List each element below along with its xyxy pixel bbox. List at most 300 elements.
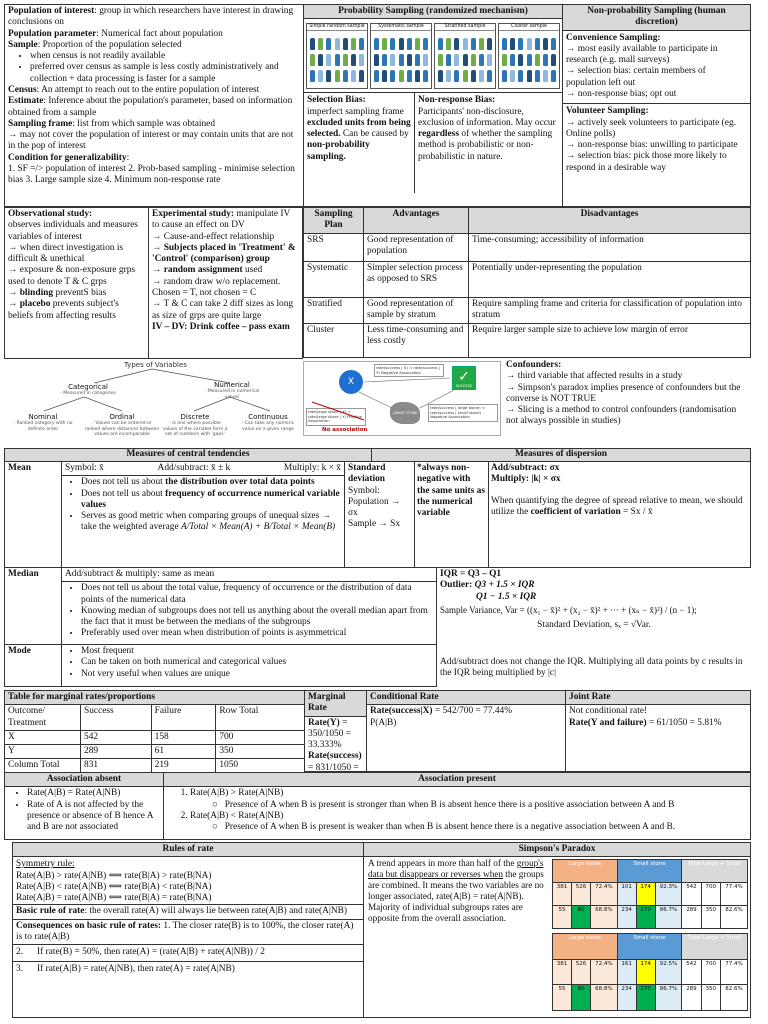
- text: Presence of A when B is present is weaker than when B is absent hence there is a negative association between A and B.: [224, 822, 676, 833]
- cell: 700: [701, 959, 720, 985]
- text: Rate(A|B) < Rate(A|NB): [190, 810, 284, 821]
- text: = 350/1050 = 33.333%: [308, 717, 352, 751]
- nominal-label: Nominal: [28, 413, 58, 421]
- person-icon: [535, 70, 540, 82]
- person-icon: [543, 38, 548, 50]
- text: Rate(success|X): [370, 706, 433, 717]
- text: →: [152, 242, 164, 253]
- text: non-probability sampling.: [307, 140, 370, 162]
- person-icon: [518, 54, 523, 66]
- person-icon: [438, 70, 443, 82]
- marginal-rate-box: [305, 690, 367, 772]
- bullet: • Can be taken on both numerical and categorical values: [81, 657, 433, 668]
- text: P(A|B): [370, 717, 397, 728]
- text: → Cause-and-effect relationship: [152, 231, 275, 242]
- group-header: Total Large + Small: [682, 860, 748, 883]
- cell: 381: [553, 959, 572, 985]
- person-icon: [359, 70, 364, 82]
- iqr-note: [437, 656, 751, 686]
- sampling-panel: [306, 23, 368, 89]
- cell: 101: [617, 883, 636, 906]
- simpson-text: [368, 858, 550, 924]
- person-icon: [502, 38, 507, 50]
- cell: 270: [636, 906, 655, 929]
- table-row: [5, 730, 305, 744]
- mode-cell: [61, 645, 437, 687]
- term: Standard deviation: [348, 463, 386, 485]
- sampling-panel: [370, 23, 432, 89]
- text: IV – DV: Drink coffee – pass exam: [152, 321, 290, 332]
- sub-item: ○ Presence of A when B is present is weaker than when B is absent hence there is a negative association between A and B.: [212, 822, 676, 833]
- cell: 350: [216, 745, 305, 759]
- term: Confounders:: [506, 360, 562, 370]
- iqr-cell: [437, 568, 751, 645]
- assoc-box-2: rate(large stone | X) = rate(large stone | Y) Positive Association: [306, 408, 366, 426]
- text: → actively seek volunteers to participate (eg. Online polls): [566, 117, 736, 139]
- observational-study: [4, 207, 148, 359]
- table-row: [5, 745, 305, 759]
- cell: 86.7%: [655, 985, 682, 1011]
- text: preventS bias: [53, 287, 107, 298]
- person-icon: [463, 70, 468, 82]
- text: → Slicing is a method to control confounders (randomisation not always possible in studies): [506, 405, 737, 427]
- variance-formula: Sample Variance, Var = ((x₁ − x̄)² + (x₂ − x̄)² + ··· + (xₙ − x̄)²) / (n − 1);: [440, 604, 697, 615]
- section-header: Association present: [164, 773, 750, 787]
- text: Does not tell us about: [81, 488, 166, 499]
- cell: Potentially under-representing the population: [469, 261, 751, 297]
- sampling-panel: [498, 23, 560, 89]
- table-title: Table for marginal rates/proportions: [5, 691, 305, 705]
- person-icon: [535, 54, 540, 66]
- term: Estimate: [8, 96, 44, 107]
- person-icon: [326, 38, 331, 50]
- mean-symbol: Symbol: x̄: [65, 463, 104, 473]
- categorical-label: Categorical: [68, 383, 108, 391]
- types-of-variables-diagram: [4, 361, 300, 436]
- cell: 526: [572, 883, 591, 906]
- person-icon: [438, 54, 443, 66]
- cell: Systematic: [304, 261, 364, 297]
- person-icon: [527, 38, 532, 50]
- bullet: [81, 489, 341, 512]
- association-present: [163, 772, 751, 840]
- person-icon: [382, 54, 387, 66]
- text: → selection bias: certain members of population left out: [566, 66, 706, 88]
- sub-item: ○ Presence of A when B is present is stronger than when B is absent hence there is a positive association between A and B: [212, 799, 675, 810]
- group-header: Large stone: [553, 860, 618, 883]
- text: group's data but disappears or reverses when: [368, 858, 544, 880]
- continuous-label: Continuous: [248, 413, 288, 421]
- median-cell: [61, 568, 437, 645]
- text: excluded units from being selected.: [307, 117, 411, 140]
- person-icon: [487, 70, 492, 82]
- text: Symbol:: [348, 485, 380, 496]
- person-icon: [423, 38, 428, 50]
- person-icon: [502, 70, 507, 82]
- person-icon: [415, 54, 420, 66]
- person-icon: [471, 38, 476, 50]
- cell: Cluster: [304, 323, 364, 357]
- cell: 61: [151, 745, 216, 759]
- person-icon: [310, 70, 315, 82]
- text: Add/subtract does not change the IQR. Multiplying all data points by c results in the IQR being multiplied by |c|: [440, 657, 743, 679]
- text: Does not tell us about: [81, 477, 166, 488]
- text: of whether the sampling method is probabilistic or non-probabilistic in nature.: [418, 129, 553, 162]
- text: the groups are combined. It means the two variables are no longer associated, rate(A|B) = rate(A|NB). Majority of individual subgroups rates are opposite from the overall association.: [368, 869, 544, 924]
- ordinal-desc: - Values can be ordered or ranked where distances between values are incomparable: [84, 421, 160, 438]
- cell: Column Total: [5, 759, 81, 773]
- cell: SRS: [304, 233, 364, 261]
- table-row: [304, 233, 751, 261]
- text: Add/subtract: σx: [491, 463, 560, 473]
- cell: 234: [617, 985, 636, 1011]
- text: →: [152, 265, 164, 276]
- person-icon: [543, 54, 548, 66]
- row-label: Mode: [8, 646, 31, 656]
- person-icon: [310, 38, 315, 50]
- text: Rate(A|B) < rate(A|NB) ⟺ rate(B|A) < rate(B|NA): [16, 881, 212, 892]
- col-header: Failure: [151, 705, 216, 731]
- std-dev-cell: [345, 462, 415, 568]
- person-icon: [382, 70, 387, 82]
- group-header: Small stone: [617, 934, 682, 960]
- experimental-study: [148, 207, 303, 359]
- cell: 526: [572, 959, 591, 985]
- person-icon: [518, 38, 523, 50]
- sampling-plan-table: [303, 207, 751, 359]
- person-icon: [471, 54, 476, 66]
- number: 3.: [16, 963, 24, 974]
- person-icon: [343, 54, 348, 66]
- cell: Require sampling frame and criteria for classification of population into stratum: [469, 297, 751, 323]
- cell: Less time-consuming and less costly: [364, 323, 469, 357]
- person-icon: [351, 54, 356, 66]
- col-header: Disadvantages: [469, 208, 751, 234]
- condition-list: 1. SF =/> population of interest 2. Prob-based sampling - minimise selection bias 3. Large sample size 4. Minimum non-response rate: [8, 163, 295, 186]
- association-diagram: [303, 361, 501, 436]
- cell: 542: [682, 883, 701, 906]
- person-icon: [446, 38, 451, 50]
- person-icon: [502, 54, 507, 66]
- person-icon: [359, 38, 364, 50]
- section-header: Simpson's Paradox: [364, 843, 750, 857]
- section-header: Rules of rate: [13, 843, 363, 857]
- cell: 350: [701, 985, 720, 1011]
- person-icon: [454, 54, 459, 66]
- table-row: [553, 959, 748, 985]
- panel-label: Stratified sample: [435, 24, 495, 31]
- person-icon: [518, 70, 523, 82]
- text: → exposure & non-exposure grps used to denote T & C grps: [8, 265, 136, 287]
- col-header: Marginal Rate: [305, 691, 366, 717]
- cell: 270: [636, 985, 655, 1011]
- text: prevents subject's beliefs from affecting results: [8, 299, 119, 321]
- list-item: [190, 788, 747, 811]
- cell: Simpler selection process as opposed to SRS: [364, 261, 469, 297]
- cell: 80: [572, 906, 591, 929]
- person-icon: [382, 38, 387, 50]
- formula: = Sx / x̄: [620, 506, 653, 517]
- mean-add: Add/subtract: x̄ ± k: [157, 463, 231, 473]
- formula: A/Total × Mean(A) + B/Total × Mean(B): [180, 522, 336, 533]
- cell: 55: [553, 985, 572, 1011]
- person-icon: [318, 38, 323, 50]
- person-icon: [351, 70, 356, 82]
- text: Rate(A|B) > Rate(A|NB): [190, 788, 284, 799]
- cell: 174: [636, 959, 655, 985]
- definition: : list from which sample was obtained: [72, 118, 216, 129]
- bullet: • Knowing median of subgroups does not tell us anything about the overall median apart from the fact that it must be between the medians of the subgroups: [81, 606, 433, 629]
- person-icon: [487, 38, 492, 50]
- cell: 68.8%: [591, 906, 618, 929]
- term: Selection Bias:: [307, 95, 366, 106]
- no-association-label: No association: [322, 427, 368, 433]
- table-row: [304, 297, 751, 323]
- text: If rate(B) = 50%, then rate(A) = (rate(A|B) + rate(A|NB)) / 2: [37, 947, 265, 958]
- table-row: [553, 985, 748, 1011]
- text: frequency of occurrence numerical variable values: [81, 488, 340, 510]
- cell: Time-consuming; accessibility of information: [469, 233, 751, 261]
- col-header: Row Total: [216, 705, 305, 731]
- section-header: Association absent: [5, 773, 163, 787]
- person-icon: [310, 54, 315, 66]
- text: Multiply: |k| × σx: [491, 474, 561, 485]
- row-label: Median: [8, 569, 39, 579]
- cell: 72.4%: [591, 883, 618, 906]
- assoc-box-3: rate(success | large stone) < rate(success | small stone) Negative Association: [428, 404, 498, 422]
- sampling-panel: [434, 23, 496, 89]
- cell: 234: [617, 906, 636, 929]
- text: = 831/1050 =: [308, 762, 359, 773]
- cell: 831: [81, 759, 152, 773]
- text: → third variable that affected results in a study: [506, 371, 683, 382]
- person-icon: [510, 38, 515, 50]
- non-response-bias: [415, 93, 562, 193]
- person-icon: [423, 70, 428, 82]
- person-icon: [415, 70, 420, 82]
- text: → non-response bias; opt out: [566, 88, 677, 99]
- cell: 700: [216, 730, 305, 744]
- text: → when direct investigation is difficult & unethical: [8, 242, 124, 265]
- text: → Simpson's paradox implies presence of confounders but the converse is NOT TRUE: [506, 382, 741, 404]
- list-item: [190, 811, 747, 834]
- term: Sampling frame: [8, 118, 73, 129]
- person-icon: [446, 70, 451, 82]
- section-header: Probability Sampling (randomized mechanism): [304, 5, 562, 19]
- bullet: [81, 511, 341, 534]
- person-icon: [479, 38, 484, 50]
- text: → most easily available to participate in research (e.g. mall surveys): [566, 43, 718, 66]
- bullet: [81, 477, 341, 488]
- continuous-desc: - Can take any numeric value on a given range: [241, 421, 295, 432]
- text: Population → σx: [348, 496, 401, 519]
- cell: 80: [572, 985, 591, 1011]
- discrete-label: Discrete: [180, 413, 210, 421]
- mode-label-cell: [4, 645, 62, 687]
- table-row: [553, 883, 748, 906]
- person-icon: [390, 38, 395, 50]
- cell: 542: [81, 730, 152, 744]
- person-icon: [407, 54, 412, 66]
- person-icon: [551, 54, 556, 66]
- person-icon: [463, 54, 468, 66]
- numerical-desc: - Measured in numerical values: [204, 389, 260, 400]
- table-row: [304, 261, 751, 297]
- rules-of-rate: [12, 842, 364, 1018]
- col-header: Conditional Rate: [367, 691, 565, 705]
- text: → random draw w/o replacement. Chosen = T, not chosen = C: [152, 276, 281, 298]
- person-icon: [390, 54, 395, 66]
- cell: 82.6%: [720, 985, 747, 1011]
- bullet: • Does not tell us about the total value, frequency of occurrence or the distribution of data points of the numerical data: [81, 583, 433, 606]
- non-negative-cell: [414, 462, 489, 568]
- person-icon: [374, 70, 379, 82]
- person-icon: [374, 54, 379, 66]
- person-icon: [479, 54, 484, 66]
- text: If rate(A|B) = rate(A|NB), then rate(A) = rate(A|NB): [37, 963, 235, 974]
- cell: 289: [682, 906, 701, 929]
- term: Census: [8, 84, 37, 95]
- selection-bias: [304, 93, 415, 193]
- success-label: SUCCESS: [455, 384, 473, 388]
- bullet: • Preferably used over mean when distribution of points is asymmetrical: [81, 628, 433, 639]
- text: : the overall rate(A) will always lie between rate(A|B) and rate(A|NB): [84, 906, 347, 917]
- stddev-formula: Standard Deviation, sₓ = √Var.: [537, 619, 651, 630]
- term: Consequences on basic rule of rates:: [16, 920, 162, 931]
- categorical-desc: - Measured in categories: [60, 391, 116, 397]
- cell: 92.3%: [655, 883, 682, 906]
- cell: X: [5, 730, 81, 744]
- person-icon: [535, 38, 540, 50]
- col-header: Joint Rate: [566, 691, 750, 705]
- text: Rate(Y and failure): [569, 717, 647, 728]
- person-icon: [351, 38, 356, 50]
- panel-label: Simple random sample: [307, 24, 367, 31]
- text: Add/subtract & multiply: same as mean: [62, 568, 436, 582]
- cell: Require larger sample size to achieve low margin of error: [469, 323, 751, 357]
- text: Not conditional rate!: [569, 706, 648, 717]
- term: Basic rule of rate: [16, 906, 85, 917]
- definition: :: [126, 152, 130, 163]
- person-icon: [318, 70, 323, 82]
- person-icon: [407, 38, 412, 50]
- person-icon: [510, 70, 515, 82]
- text: When quantifying the degree of spread relative to mean, we should utilize the: [491, 495, 743, 517]
- bullet: • when census is not readily available: [30, 51, 300, 62]
- person-icon: [335, 70, 340, 82]
- text: the distribution over total data points: [165, 477, 315, 488]
- text: blinding: [19, 287, 54, 298]
- group-header: Large stone: [553, 934, 618, 960]
- cell: 289: [81, 745, 152, 759]
- arrows: [304, 362, 502, 437]
- discrete-desc: - Is one where possible values of the variable form a set of numbers with 'gaps': [162, 421, 228, 438]
- cell: Good representation of sample by stratum: [364, 297, 469, 323]
- table-row: [304, 323, 751, 357]
- text: → non-response bias: unwilling to participate: [566, 140, 738, 151]
- person-icon: [335, 54, 340, 66]
- person-icon: [479, 70, 484, 82]
- association-absent: [4, 772, 164, 840]
- bullet: • Not very useful when values are unique: [81, 669, 433, 680]
- person-icon: [359, 54, 364, 66]
- col-header: Success: [81, 705, 152, 731]
- numerical-label: Numerical: [214, 381, 250, 389]
- term: Sample: [8, 39, 38, 50]
- nominal-desc: - Ranked category with no definite order: [13, 421, 73, 432]
- success-icon: ✓: [452, 366, 476, 390]
- cell: 542: [682, 959, 701, 985]
- stone-node: LARGE STONE: [390, 402, 420, 424]
- joint-rate-box: [566, 690, 751, 772]
- cell: 174: [636, 883, 655, 906]
- person-icon: [415, 38, 420, 50]
- cell: Stratified: [304, 297, 364, 323]
- text: →: [8, 287, 20, 298]
- term: Population of interest: [8, 6, 95, 16]
- person-icon: [326, 54, 331, 66]
- cell: 77.4%: [720, 883, 747, 906]
- row-label: Mean: [8, 463, 31, 473]
- term: Observational study:: [8, 209, 93, 219]
- person-icon: [399, 38, 404, 50]
- definition: : An attempt to reach out to the entire population of interest: [36, 84, 260, 95]
- term: Condition for generalizability: [8, 152, 127, 163]
- bullet: • preferred over census as sample is less costly administratively and collection + data processing is faster for a sample: [30, 62, 300, 85]
- simpson-table-1: [552, 859, 748, 929]
- text: observes individuals and measures variables of interest: [8, 220, 138, 242]
- group-header: Small stone: [617, 860, 682, 883]
- number: 2.: [16, 947, 24, 958]
- col-header: Sampling Plan: [304, 208, 364, 234]
- text: coefficient of variation: [530, 506, 621, 517]
- cell: 381: [553, 883, 572, 906]
- person-icon: [446, 54, 451, 66]
- person-icon: [399, 70, 404, 82]
- text: Subjects placed in 'Treatment' & 'Control' (comparison) group: [152, 242, 296, 265]
- text: → selection bias: pick those more likely to respond in a desirable way: [566, 151, 727, 173]
- person-icon: [543, 70, 548, 82]
- cell: 77.4%: [720, 959, 747, 985]
- text: regardless: [418, 129, 459, 140]
- text: → T & C can take 2 diff sizes as long as size of grps are quite large: [152, 299, 294, 321]
- term: Experimental study:: [152, 209, 235, 219]
- person-icon: [454, 70, 459, 82]
- person-icon: [318, 54, 323, 66]
- cell: 700: [701, 883, 720, 906]
- person-icon: [487, 54, 492, 66]
- cell: Y: [5, 745, 81, 759]
- text: = 542/700 = 77.44%: [432, 706, 513, 717]
- median-label-cell: [4, 568, 62, 645]
- term: Outlier:: [440, 580, 473, 591]
- cell: 72.4%: [591, 959, 618, 985]
- text: random assignment: [163, 265, 243, 276]
- non-probability-sampling: [563, 4, 751, 207]
- mean-cell: [61, 462, 345, 568]
- note: → may not cover the population of interest or may contain units that are not in the pop of interest: [8, 130, 294, 152]
- person-icon: [510, 54, 515, 66]
- person-icon: [423, 54, 428, 66]
- x-node: X: [339, 370, 363, 394]
- diagram-title: Types of Variables: [124, 361, 187, 369]
- cell: 289: [682, 985, 701, 1011]
- cell: 1050: [216, 759, 305, 773]
- central-header: [4, 448, 372, 462]
- panel-label: Systematic sample: [371, 24, 431, 31]
- term: Non-response Bias:: [418, 95, 496, 106]
- text: Serves as good metric when comparing groups of unequal sizes → take the weighted average: [81, 511, 331, 533]
